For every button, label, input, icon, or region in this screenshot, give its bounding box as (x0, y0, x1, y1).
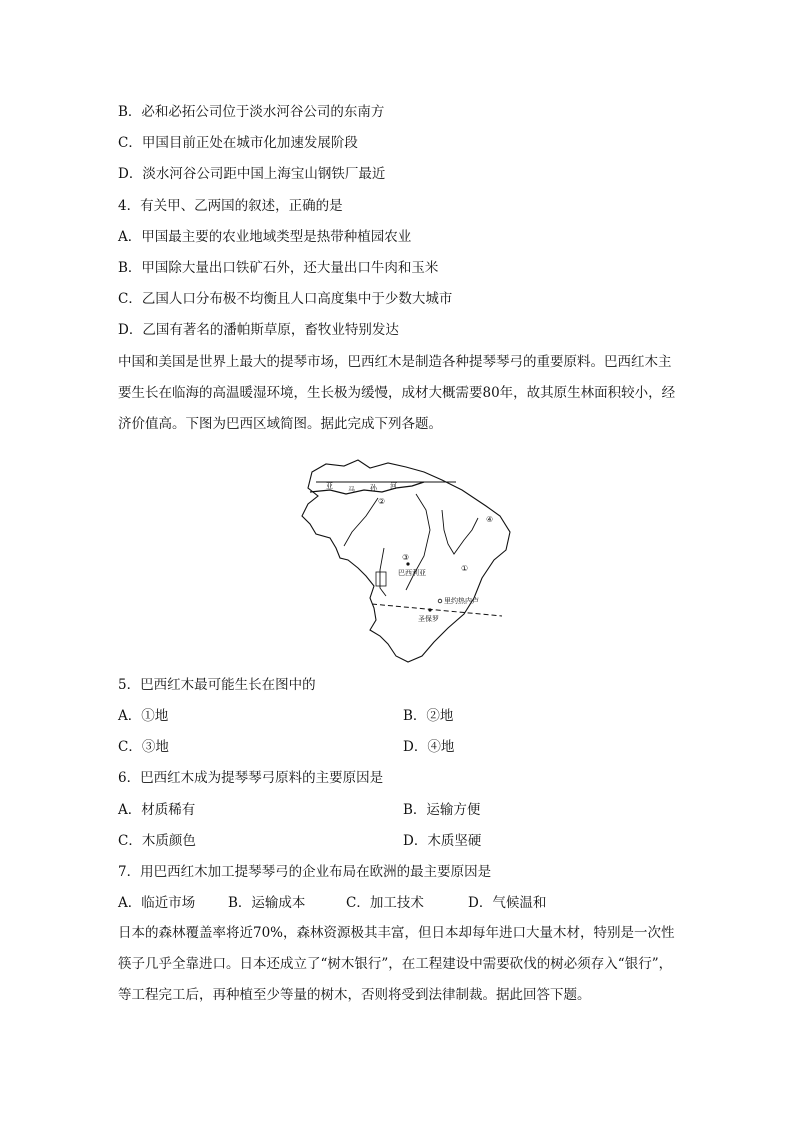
q6-option-a: A．材质稀有 (118, 802, 196, 818)
map-marker-3: ③ (402, 553, 410, 562)
q3-option-b: B．必和必拓公司位于淡水河谷公司的东南方 (118, 104, 385, 120)
q6-option-b: B．运输方便 (403, 802, 481, 818)
q3-option-d: D．淡水河谷公司距中国上海宝山钢铁厂最近 (118, 166, 386, 182)
map-city-saopaulo: 圣保罗 (418, 615, 439, 623)
passage-brazil-rosewood: 中国和美国是世界上最大的提琴市场，巴西红木是制造各种提琴琴弓的重要原料。巴西红木主要生长在临海的高温暖湿环境，生长极为缓慢，成材大概需要80年，故其原生林面积较小，经济价值高。下图为巴西区域简图。据此完成下列各题。 (118, 354, 676, 432)
q6-option-d: D．木质坚硬 (403, 833, 482, 849)
map-river-char-1: 亚 (326, 482, 333, 490)
map-river-char-4: 河 (390, 482, 397, 490)
q7-stem: 7．用巴西红木加工提琴琴弓的企业布局在欧洲的最主要原因是 (118, 864, 492, 880)
passage-japan-forest: 日本的森林覆盖率将近70%，森林资源极其丰富，但日本却每年进口大量木材，特别是一次性筷子几乎全靠进口。日本还成立了“树木银行”，在工程建设中需要砍伐的树必须存入“银行”，等工程完工后，再种植至少等量的树木，否则将受到法律制裁。据此回答下题。 (118, 925, 675, 1003)
q4-option-d: D．乙国有著名的潘帕斯草原，畜牧业特别发达 (118, 322, 399, 338)
map-river-char-3: 孙 (370, 484, 377, 492)
q4-option-c: C．乙国人口分布极不均衡且人口高度集中于少数大城市 (118, 291, 453, 307)
map-river-char-2: 马 (348, 486, 355, 494)
map-marker-4: ④ (486, 515, 494, 524)
map-city-brasilia: 巴西利亚 (398, 569, 426, 577)
q7-option-d: D．气候温和 (468, 895, 547, 911)
q5-option-b: B．②地 (403, 708, 454, 724)
q6-stem: 6．巴西红木成为提琴琴弓原料的主要原因是 (118, 770, 384, 786)
q5-option-a: A．①地 (118, 708, 169, 724)
q4-stem: 4．有关甲、乙两国的叙述，正确的是 (118, 198, 343, 214)
q7-option-b: B．运输成本 (228, 895, 306, 911)
map-marker-2: ② (378, 497, 386, 506)
q5-option-c: C．③地 (118, 739, 169, 755)
q6-option-c: C．木质颜色 (118, 833, 196, 849)
map-city-rio: 里约热内卢 (444, 597, 479, 605)
brazil-region-map (296, 450, 518, 664)
q7-option-a: A．临近市场 (118, 895, 196, 911)
q4-option-b: B．甲国除大量出口铁矿石外，还大量出口牛肉和玉米 (118, 260, 439, 276)
q7-option-c: C．加工技术 (346, 895, 424, 911)
q4-option-a: A．甲国最主要的农业地域类型是热带种植园农业 (118, 229, 412, 245)
map-marker-1: ① (461, 564, 469, 573)
q5-option-d: D．④地 (403, 739, 455, 755)
q3-option-c: C．甲国目前正处在城市化加速发展阶段 (118, 135, 358, 151)
q5-stem: 5．巴西红木最可能生长在图中的 (118, 677, 316, 693)
